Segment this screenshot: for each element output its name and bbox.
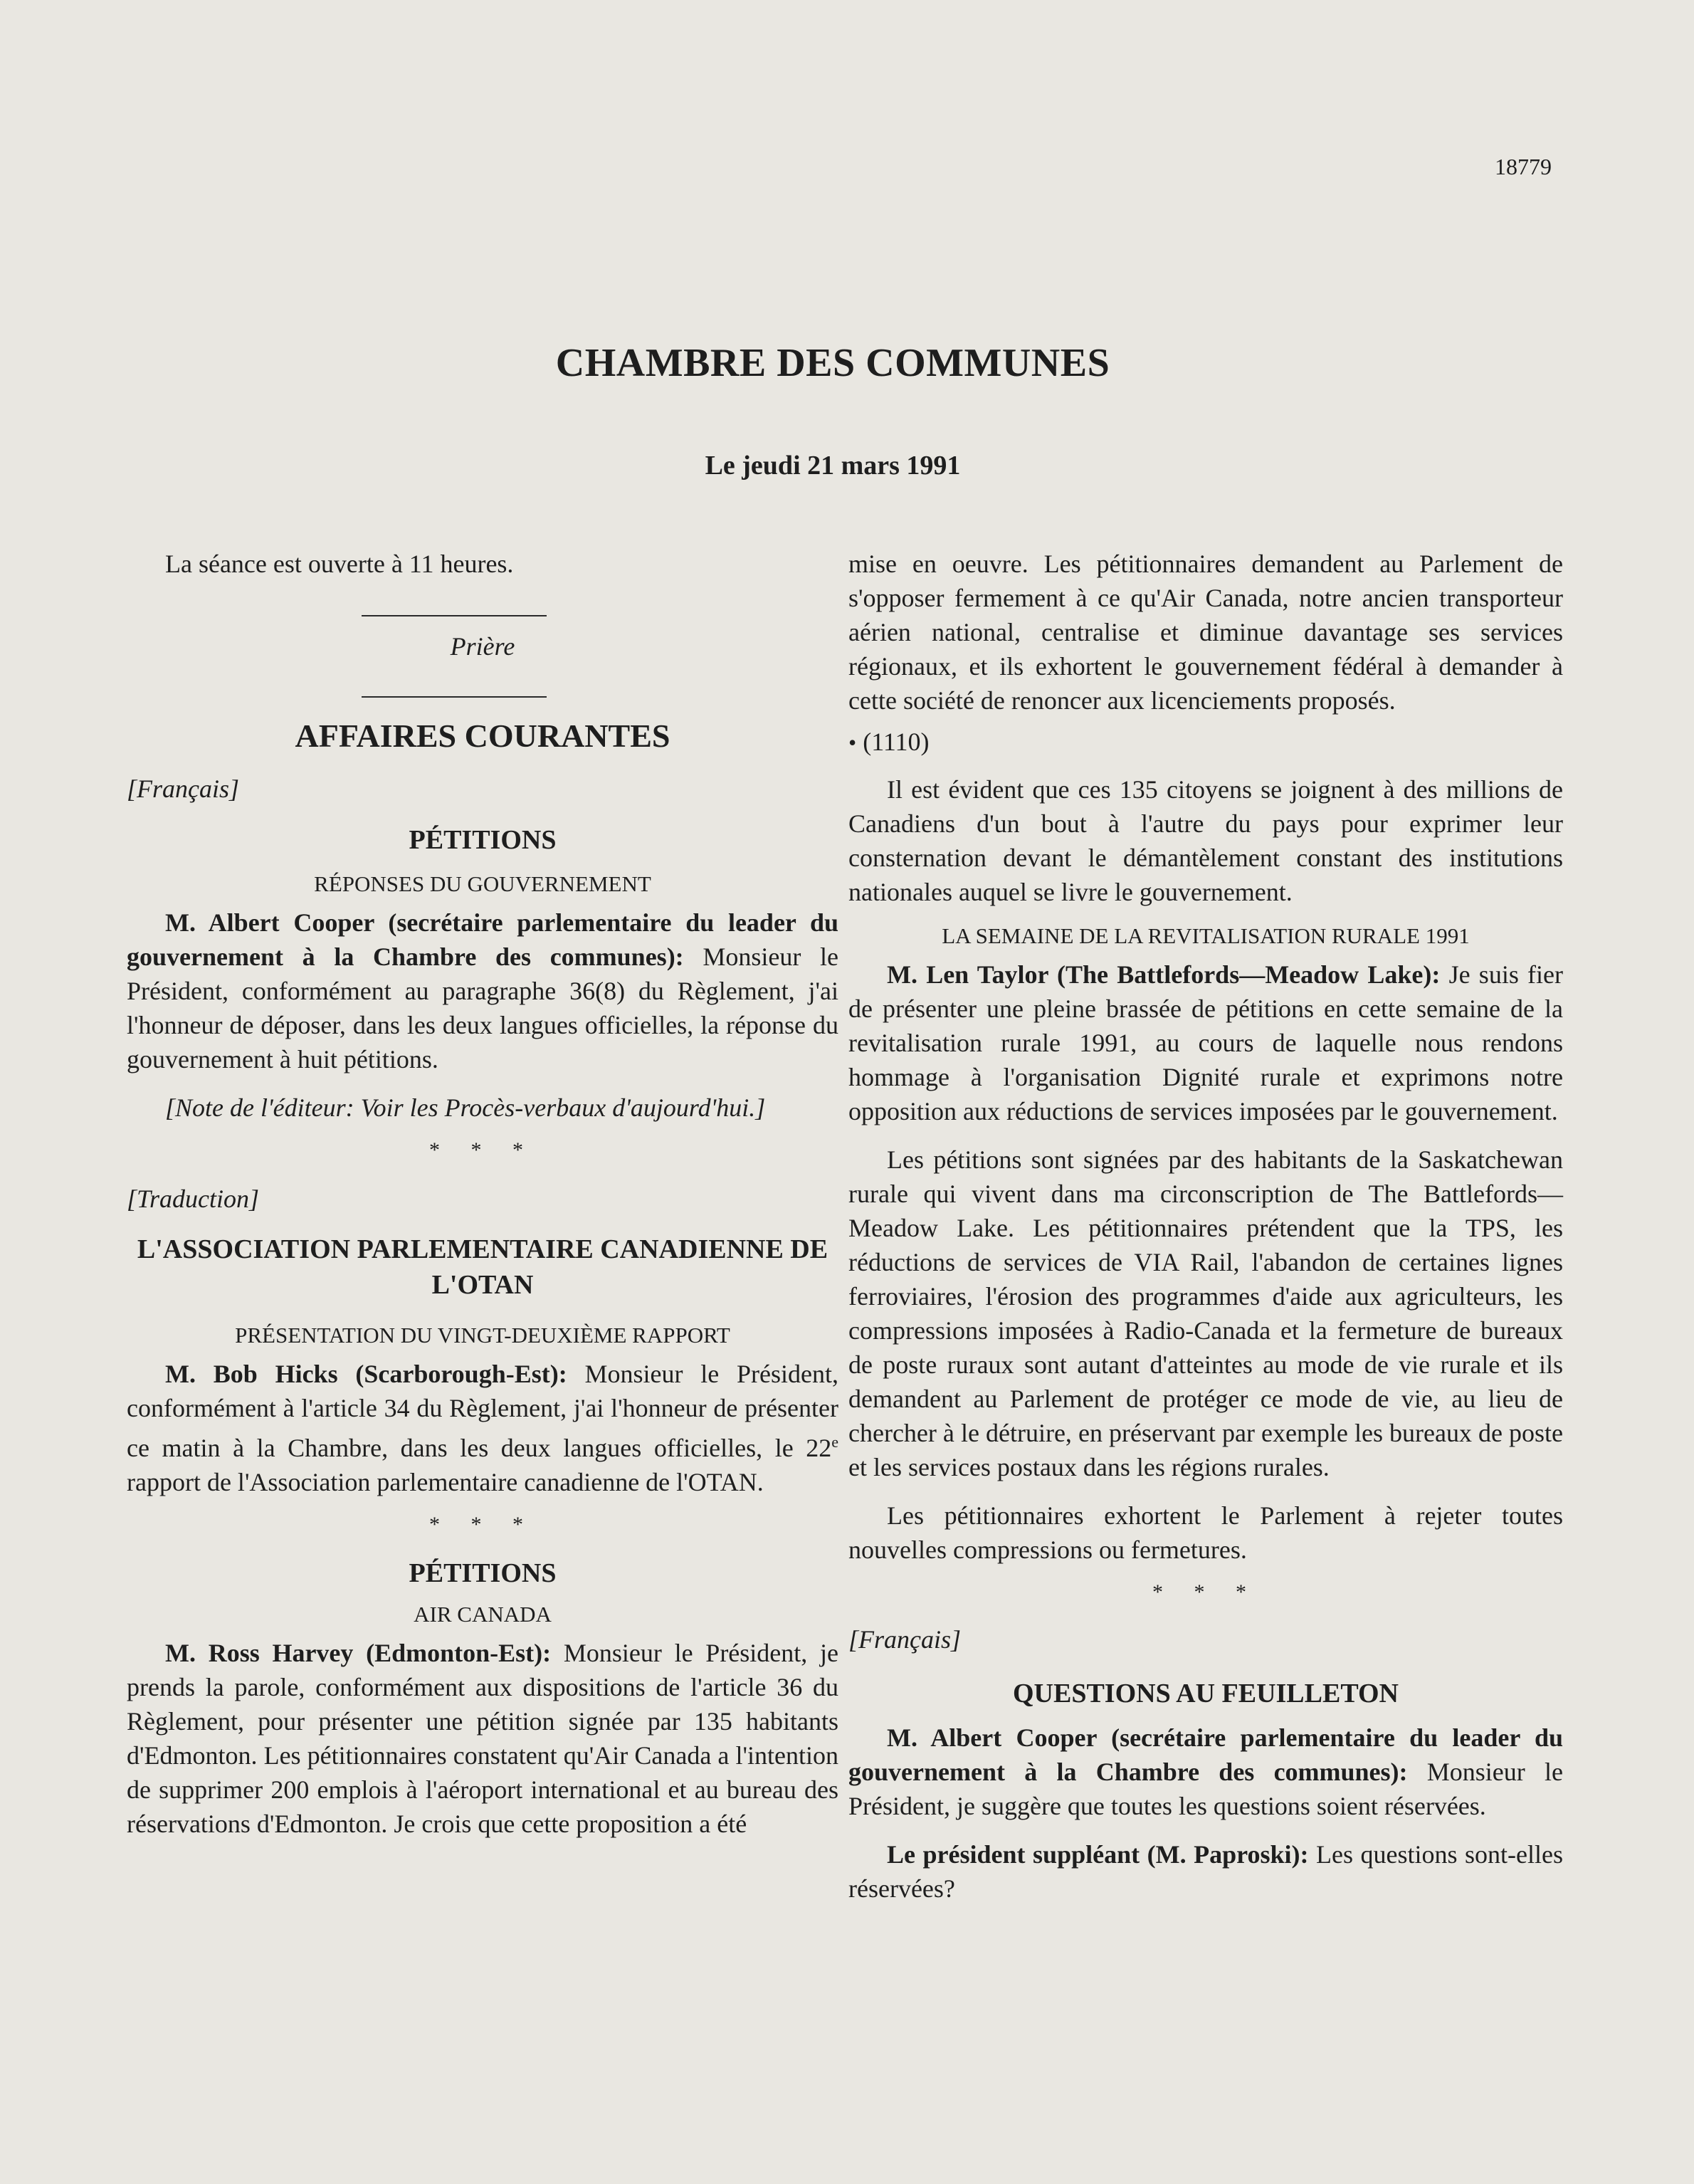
speech-text: Les questions sont-elles réservées? — [848, 1840, 1564, 1903]
speaker-name: M. Ross Harvey (Edmonton-Est): — [165, 1639, 552, 1667]
subheading-air-canada: AIR CANADA — [414, 1602, 552, 1627]
paragraph-taylor-3: Les pétitionnaires exhortent le Parlement à rejeter toutes nouvelles compressions ou fermetures. — [848, 1501, 1563, 1564]
paragraph-taylor — [848, 957, 1563, 1128]
paragraph-harvey — [127, 1636, 838, 1841]
speech-text: Monsieur le Président, je prends la parole, conformément aux dispositions de l'article 36 du Règlement, pour présenter une pétition signée par 135 habitants d'Edmonton. Les pétitionnaires constatent qu'Air Canada a l'intention de supprimer 200 emplois à l'aéroport international et au bureau des réservations d'Edmonton. Je crois que cette proposition a été — [127, 1639, 838, 1838]
time-stamp: (1110) — [863, 728, 930, 756]
left-column — [127, 547, 838, 1841]
speaker-name: M. Len Taylor (The Battlefords—Meadow Lake): — [887, 960, 1441, 989]
heading-petitions: PÉTITIONS — [409, 825, 557, 855]
section-heading-affaires: AFFAIRES COURANTES — [295, 718, 670, 754]
subheading-semaine: LA SEMAINE DE LA REVITALISATION RURALE 1991 — [942, 923, 1470, 948]
section-separator: * * * — [429, 1513, 536, 1536]
section-separator: * * * — [429, 1138, 536, 1162]
editor-note: [Note de l'éditeur: Voir les Procès-verbaux d'aujourd'hui.] — [165, 1093, 766, 1122]
time-marker — [848, 725, 1563, 760]
page-number: 18779 — [1495, 154, 1552, 179]
divider-rule — [362, 696, 547, 698]
page-title: CHAMBRE DES COMMUNES — [555, 341, 1110, 385]
speech-text: Je suis fier de présenter une pleine brassée de pétitions en cette semaine de la revitalisation rurale 1991, au cours de laquelle nous rendons hommage à l'organisation Dignité rurale et exprimons notre opposition aux réductions de services imposées par le gouvernement. — [848, 960, 1564, 1125]
speaker-name: Le président suppléant (M. Paproski): — [887, 1840, 1309, 1869]
paragraph-paproski — [848, 1837, 1563, 1906]
sitting-date: Le jeudi 21 mars 1991 — [705, 451, 961, 481]
paragraph-cooper — [127, 905, 838, 1076]
language-marker: [Traduction] — [127, 1185, 260, 1213]
language-marker: [Français] — [848, 1625, 962, 1654]
superscript: e — [831, 1433, 838, 1451]
speech-text: Monsieur le Président, je suggère que toutes les questions soient réservées. — [848, 1758, 1564, 1820]
paragraph-harvey-continued: mise en oeuvre. Les pétitionnaires demandent au Parlement de s'opposer fermement à ce qu'Air Canada, notre ancien transporteur aérien national, centralise et diminue davantage ses services régionaux, et ils exhortent le gouvernement fédéral à demander à cette société de renoncer aux licenciements proposés. — [848, 550, 1563, 715]
language-marker: [Français] — [127, 775, 240, 803]
speech-text: Monsieur le Président, conformément à l'article 34 du Règlement, j'ai l'honneur de présenter ce matin à la Chambre, dans les deux langues officielles, le 22 — [127, 1360, 838, 1462]
right-column — [848, 547, 1563, 1906]
paragraph-cooper-2 — [848, 1721, 1563, 1823]
section-separator: * * * — [1152, 1580, 1259, 1604]
subheading-reponses: RÉPONSES DU GOUVERNEMENT — [314, 871, 651, 896]
opening-line: La séance est ouverte à 11 heures. — [165, 550, 514, 578]
heading-otan: L'ASSOCIATION PARLEMENTAIRE CANADIENNE DE L'OTAN — [137, 1234, 828, 1300]
speech-text: rapport de l'Association parlementaire canadienne de l'OTAN. — [127, 1468, 764, 1496]
speech-text: Monsieur le Président, conformément au paragraphe 36(8) du Règlement, j'ai l'honneur de déposer, dans les deux langues officielles, la réponse du gouvernement à huit pétitions. — [127, 943, 839, 1073]
heading-petitions: PÉTITIONS — [409, 1558, 557, 1588]
paragraph-hicks — [127, 1357, 838, 1499]
paragraph-taylor-2: Les pétitions sont signées par des habitants de la Saskatchewan rurale qui vivent dans ma circonscription de The Battlefords—Meadow Lake. Les pétitionnaires prétendent que la TPS, les réductions de services de VIA Rail, l'abandon de certaines lignes ferroviaires, l'érosion des programmes d'aide aux agriculteurs, les compressions imposées à Radio-Canada et la fermeture de bureaux de poste ruraux sont autant d'atteintes au mode de vie rurale et ils demandent au Parlement de protéger ce mode de vie, au lieu de chercher à le détruire, en préservant par exemple les bureaux de poste et les services postaux dans les régions rurales. — [848, 1145, 1563, 1481]
speaker-name: M. Albert Cooper (secrétaire parlementaire du leader du gouvernement à la Chambre des communes): — [848, 1723, 1563, 1786]
divider-rule — [362, 615, 547, 616]
speaker-name: M. Bob Hicks (Scarborough-Est): — [165, 1360, 567, 1388]
priere-label: Prière — [450, 632, 515, 661]
heading-questions: QUESTIONS AU FEUILLETON — [1012, 1679, 1399, 1708]
paragraph-harvey-2: Il est évident que ces 135 citoyens se joignent à des millions de Canadiens d'un bout à l'autre du pays pour exprimer leur consternation devant le démantèlement constant des institutions nationales auquel se livre le gouvernement. — [848, 775, 1563, 906]
speaker-name: M. Albert Cooper (secrétaire parlementaire du leader du gouvernement à la Chambre des communes): — [127, 908, 838, 971]
subheading-presentation: PRÉSENTATION DU VINGT-DEUXIÈME RAPPORT — [235, 1323, 730, 1348]
bullet-icon: • — [848, 730, 857, 755]
